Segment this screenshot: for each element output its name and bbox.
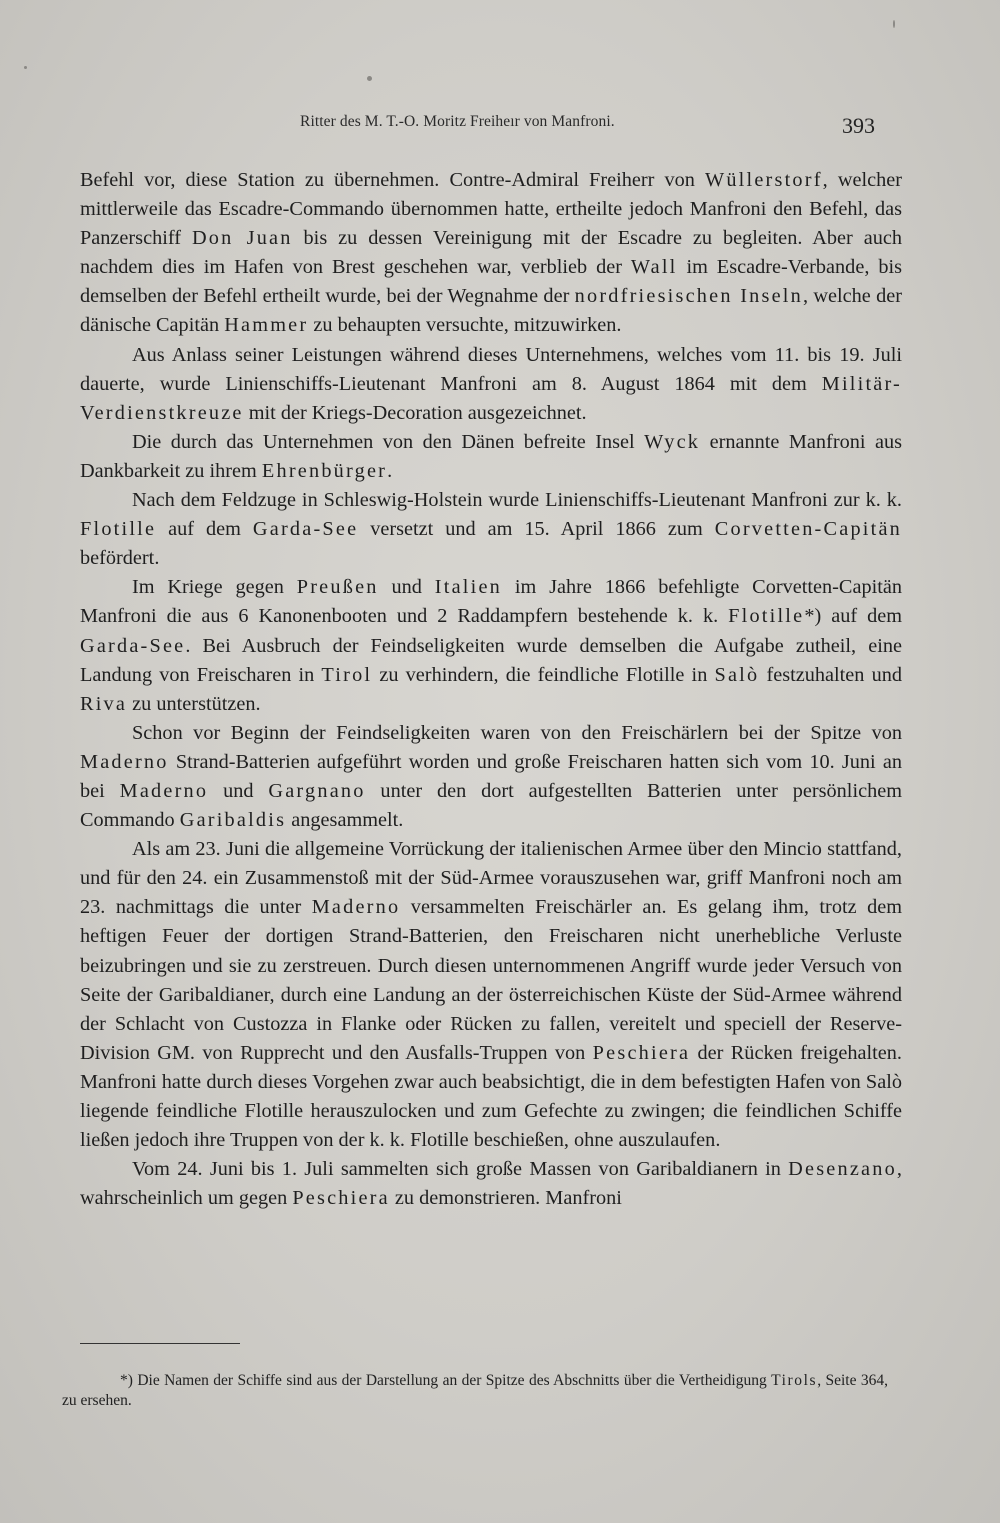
text-run: unter den dort aufgestellten Batterien unter persönlichem Commando <box>80 779 902 832</box>
paragraph <box>80 835 902 1155</box>
spaced-emphasis-text: Hammer <box>224 314 309 337</box>
text-run: ernannte Manfroni aus Dankbarkeit zu ihrem <box>80 430 902 482</box>
text-run: Befehl vor, diese Station zu übernehmen. Contre-Admiral Freiherr von <box>80 169 705 191</box>
text-run: Vom 24. Juni bis 1. Juli sammelten sich große Massen von Garibaldianern in <box>132 1158 789 1181</box>
spaced-emphasis-text: Maderno <box>311 896 401 919</box>
spaced-emphasis-text: Maderno <box>80 750 169 773</box>
spaced-emphasis-text: Militär-Verdienstkreuze <box>80 372 902 424</box>
text-run: versammelten Freischärler an. Es gelang ihm, trotz dem heftigen Feuer der dortigen Strand-Batterien, den Freischaren nicht unerhebliche Verluste beizubringen und sie zu zerstreuen. Durch diesen unternommenen Angriff wurde jeder Versuch von Seite der Garibaldianer, durch eine Landung an der österreichischen Küste der Süd-Armee während der Schlacht von Custozza in Flanke oder Rücken zu fallen, vereitelt und speciell der Reserve-Division GM. von Rupprecht und den Ausfalls-Truppen von <box>80 896 902 1064</box>
spaced-emphasis-text: Preußen <box>296 576 379 599</box>
spaced-emphasis-text: Maderno <box>119 779 209 802</box>
spaced-emphasis-text: nordfriesischen Inseln <box>574 285 803 308</box>
scan-speck <box>367 76 372 81</box>
scan-speck <box>24 66 27 69</box>
paragraph <box>80 428 902 486</box>
page-number: 393 <box>842 113 875 138</box>
spaced-emphasis-text: Flotille <box>728 605 805 628</box>
text-run: . <box>387 459 393 482</box>
text-run: versetzt und am 15. April 1866 zum <box>358 518 715 541</box>
spaced-emphasis-text: Wyck <box>644 430 701 453</box>
text-run: auf dem <box>156 518 253 541</box>
text-run: bis zu dessen Vereinigung mit der Escadre zu begleiten. Aber auch nachdem dies im Hafen von Brest geschehen war, verblieb der <box>80 227 902 279</box>
spaced-emphasis-text: Wall <box>630 256 678 279</box>
spaced-emphasis-text: Garda-See <box>252 518 359 541</box>
spaced-emphasis-text: Tirol <box>321 663 373 686</box>
text-run: Im Kriege gegen <box>132 576 297 599</box>
paragraph <box>80 486 902 573</box>
text-run: Als am 23. Juni die allgemeine Vorrückung der italienischen Armee über den Mincio stattfand, und für den 24. ein Zusammenstoß mit der Süd-Armee vorauszusehen war, griff Manfroni noch am 23. nachmittags die unter <box>80 838 902 919</box>
text-run: und <box>378 576 435 599</box>
text-run: Aus Anlass seiner Leistungen während dieses Unternehmens, welches vom 11. bis 19. Juli dauerte, wurde Linienschiffs-Lieutenant Manfroni am 8. August 1864 mit dem <box>80 343 902 395</box>
spaced-emphasis-text: Garibaldis <box>179 809 287 832</box>
paragraph <box>80 573 902 718</box>
spaced-emphasis-text: Flotille <box>80 518 157 541</box>
spaced-emphasis-text: Don Juan <box>191 227 293 250</box>
text-run: und <box>208 779 269 802</box>
text-run: , welche der dänische Capitän <box>80 285 902 337</box>
text-run: Strand-Batterien aufgeführt worden und große Freischaren hatten sich vom 10. Juni an bei <box>80 750 902 802</box>
text-run: zu unterstützen. <box>127 692 261 715</box>
text-run: *) auf dem <box>804 605 902 628</box>
spaced-emphasis-text: Desenzano <box>788 1158 897 1181</box>
spaced-emphasis-text: Italien <box>434 576 502 599</box>
text-run: , Seite 364, zu ersehen. <box>62 1372 889 1409</box>
text-run: . Bei Ausbruch der Feindseligkeiten wurde demselben die Aufgabe zutheil, eine Landung von Freischaren in <box>80 634 902 686</box>
text-run: , wahrscheinlich um gegen <box>80 1158 902 1210</box>
text-run: der Rücken freigehalten. Manfroni hatte durch dieses Vorgehen zwar auch beabsichtigt, die in dem befestigten Hafen von Salò liegende feindliche Flotille herauszulocken und zum Gefechte zu zwingen; die feindlichen Schiffe ließen jedoch ihre Truppen von der k. k. Flotille beschießen, ohne auszulaufen. <box>80 1041 902 1152</box>
scan-speck <box>893 20 895 28</box>
text-run: Die durch das Unternehmen von den Dänen befreite Insel <box>132 430 645 453</box>
paragraph <box>80 341 902 428</box>
text-run: zu demonstrieren. Manfroni <box>389 1187 622 1210</box>
paragraph <box>80 166 902 341</box>
spaced-emphasis-text: Tirols <box>771 1372 818 1389</box>
spaced-emphasis-text: Gargnano <box>268 779 366 802</box>
spaced-emphasis-text: Salò <box>714 663 760 686</box>
footnote <box>62 1371 888 1411</box>
text-run: Nach dem Feldzuge in Schleswig-Holstein wurde Linienschiffs-Lieutenant Manfroni zur k. k. <box>132 489 902 512</box>
text-run: mit der Kriegs-Decoration ausgezeichnet. <box>243 401 587 424</box>
paragraph <box>80 719 902 835</box>
text-run: befördert. <box>80 547 160 570</box>
text-run: , welcher mittlerweile das Escadre-Commando übernommen hatte, ertheilte jedoch Manfroni den Befehl, das Panzerschiff <box>80 169 903 250</box>
footnote-text <box>62 1371 888 1411</box>
text-run: angesammelt. <box>286 809 404 832</box>
spaced-emphasis-text: Corvetten-Capitän <box>714 518 902 541</box>
text-run: zu behaupten versuchte, mitzuwirken. <box>308 314 622 337</box>
footnote-rule <box>80 1343 240 1344</box>
spaced-emphasis-text: Garda-See <box>80 634 186 657</box>
text-run: im Jahre 1866 befehligte Corvetten-Capitän Manfroni die aus 6 Kanonenbooten und 2 Raddampfern bestehende k. k. <box>80 576 902 628</box>
running-title: Ritter des M. T.-O. Moritz Freiheır von Manfroni. <box>300 113 615 130</box>
spaced-emphasis-text: Peschiera <box>292 1187 390 1210</box>
spaced-emphasis-text: Riva <box>80 692 128 715</box>
text-run: *) Die Namen der Schiffe sind aus der Darstellung an der Spitze des Abschnitts über die Vertheidigung <box>120 1372 772 1389</box>
spaced-emphasis-text: Wüllerstorf <box>704 169 823 191</box>
spaced-emphasis-text: Peschiera <box>592 1041 691 1064</box>
text-run: zu verhindern, die feindliche Flotille in <box>372 663 715 686</box>
body-text <box>80 166 902 1213</box>
text-run: Schon vor Beginn der Feindseligkeiten waren von den Freischärlern bei der Spitze von <box>132 721 902 744</box>
text-run: festzuhalten und <box>759 663 902 686</box>
paragraph <box>80 1155 902 1213</box>
spaced-emphasis-text: Ehrenbürger <box>261 459 388 482</box>
text-run: im Escadre-Verbande, bis demselben der Befehl ertheilt wurde, bei der Wegnahme der <box>80 256 902 308</box>
